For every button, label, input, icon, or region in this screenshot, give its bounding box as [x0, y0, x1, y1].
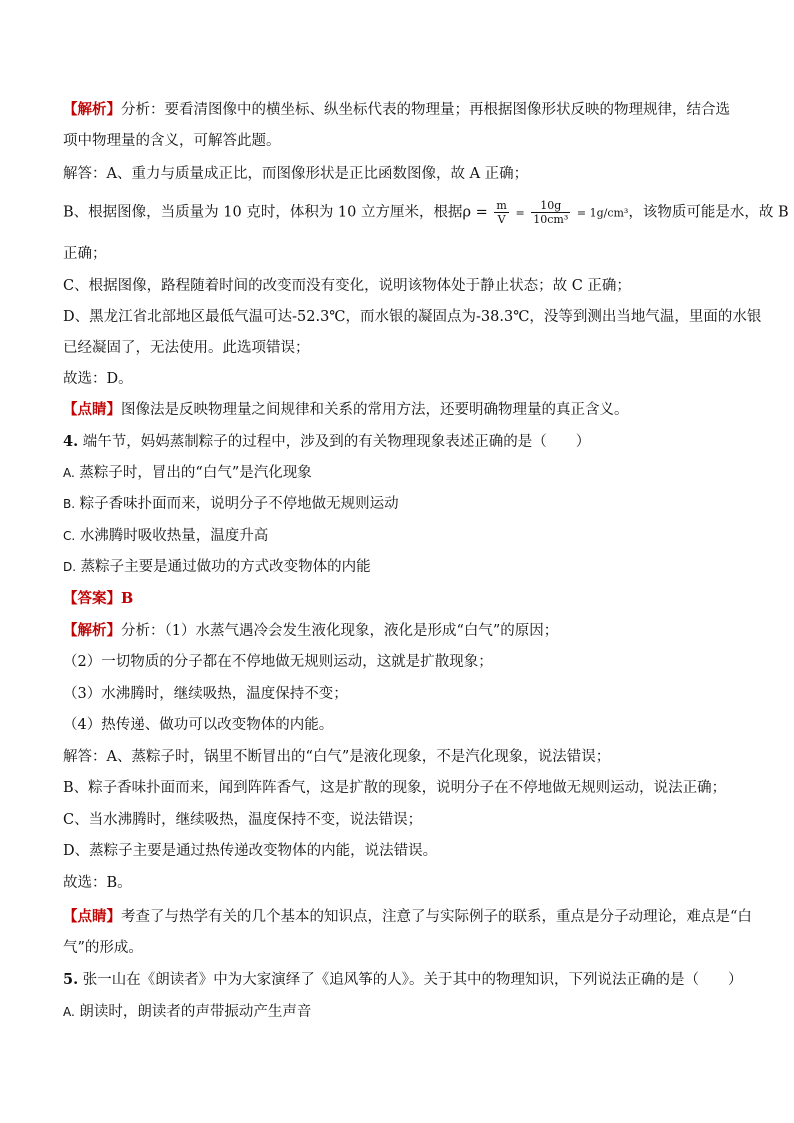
q3-comment [63, 400, 733, 420]
option-letter: A. [63, 466, 75, 480]
solution-b-pre: B、根据图像，当质量为 10 克时，体积为 10 立方厘米，根据ρ = [63, 204, 488, 221]
solution-b-post: ，该物质可能是水，故 B [628, 204, 789, 221]
q3-solution-b-cont: 正确； [63, 246, 107, 262]
q3-analysis-line-1 [63, 100, 733, 120]
q4-answer [63, 589, 733, 609]
q3-solution-b: B、根据图像，当质量为 10 克时，体积为 10 立方厘米，根据ρ = $\frac{m}{V}$ = $\frac{10g}{\text{10cm³}}$ = 1g/cm³，该物质可能是水，故 B [63, 199, 789, 226]
comment-tag: 【点睛】 [63, 908, 121, 925]
question-number: 5. [63, 971, 79, 988]
q4-solution-d: D、蒸粽子主要是通过热传递改变物体的内能，说法错误。 [63, 843, 438, 859]
q4-option-b [63, 494, 733, 514]
option-text: 粽子香味扑面而来，说明分子不停地做无规则运动 [79, 496, 399, 512]
option-letter: D. [63, 560, 77, 574]
option-text: 蒸粽子主要是通过做功的方式改变物体的内能 [80, 559, 371, 575]
option-letter: C. [63, 529, 76, 543]
q4-solution-c: C、当水沸腾时，继续吸热，温度保持不变，说法错误； [63, 812, 423, 828]
option-text: 朗读时，朗读者的声带振动产生声音 [79, 1004, 312, 1020]
analysis-text: 分析：要看清图像中的横坐标、纵坐标代表的物理量；再根据图像形状反映的物理规律，结合选 [121, 102, 730, 118]
q3-solution-d-1: D、黑龙江省北部地区最低气温可达-52.3℃，而水银的凝固点为-38.3℃，没等到测出当地气温，里面的水银 [63, 309, 762, 325]
q4-option-a [63, 463, 733, 483]
q3-analysis-line-2: 项中物理量的含义，可解答此题。 [63, 133, 281, 149]
analysis-tag: 【解析】 [63, 101, 121, 118]
formula-v: V [497, 213, 506, 226]
question-stem: 张一山在《朗读者》中为大家演绎了《追风筝的人》。关于其中的物理知识，下列说法正确的是（ ） [82, 972, 743, 988]
formula-result: = 1g/cm³ [576, 206, 629, 220]
formula-m: m [496, 199, 507, 212]
q4-analysis-4: （4）热传递、做功可以改变物体的内能。 [63, 717, 334, 733]
question-number: 4. [63, 433, 79, 450]
q4-analysis-2: （2）一切物质的分子都在不停地做无规则运动，这就是扩散现象； [63, 654, 493, 670]
question-stem: 端午节，妈妈蒸制粽子的过程中，涉及到的有关物理现象表述正确的是（ ） [82, 434, 591, 450]
q4-comment-2: 气”的形成。 [63, 940, 143, 956]
q4-choice: 故选：B。 [63, 875, 132, 891]
q4-analysis-3: （3）水沸腾时，继续吸热，温度保持不变； [63, 686, 348, 702]
comment-text: 考查了与热学有关的几个基本的知识点，注意了与实际例子的联系，重点是分子动理论，难点是“白 [121, 909, 752, 925]
analysis-text: 分析：（1）水蒸气遇冷会发生液化现象，液化是形成“白气”的原因； [121, 623, 559, 639]
formula-den: 10cm³ [533, 213, 569, 226]
q3-solution-c: C、根据图像，路程随着时间的改变而没有变化，说明该物体处于静止状态；故 C 正确； [63, 278, 631, 294]
comment-text: 图像法是反映物理量之间规律和关系的常用方法，还要明确物理量的真正含义。 [121, 402, 629, 418]
option-letter: B. [63, 497, 76, 511]
q4-option-c [63, 526, 733, 546]
density-formula-values [531, 199, 570, 226]
q4-comment-1 [63, 907, 752, 927]
analysis-tag: 【解析】 [63, 622, 121, 639]
comment-tag: 【点睛】 [63, 401, 121, 418]
q4-option-d [63, 557, 733, 577]
q3-solution-d-2: 已经凝固了，无法使用。此选项错误； [63, 340, 310, 356]
q4-analysis-1 [63, 621, 733, 641]
answer-tag: 【答案】 [63, 590, 121, 607]
q5-stem [63, 970, 743, 990]
q4-solution-a: 解答：A、蒸粽子时，锅里不断冒出的“白气”是液化现象，不是汽化现象，说法错误； [63, 749, 611, 765]
option-text: 蒸粽子时，冒出的“白气”是汽化现象 [79, 465, 312, 481]
formula-num: 10g [531, 199, 570, 213]
answer-value: B [121, 590, 134, 607]
q3-choice: 故选：D。 [63, 371, 133, 387]
option-text: 水沸腾时吸收热量，温度升高 [79, 528, 269, 544]
density-formula-mv [494, 199, 508, 226]
option-letter: A. [63, 1005, 75, 1019]
q5-option-a [63, 1002, 733, 1022]
q3-solution-a: 解答：A、重力与质量成正比，而图像形状是正比函数图像，故 A 正确； [63, 166, 529, 182]
q4-solution-b: B、粽子香味扑面而来，闻到阵阵香气，这是扩散的现象，说明分子在不停地做无规则运动，说法正确； [63, 780, 727, 796]
q4-stem [63, 432, 733, 452]
